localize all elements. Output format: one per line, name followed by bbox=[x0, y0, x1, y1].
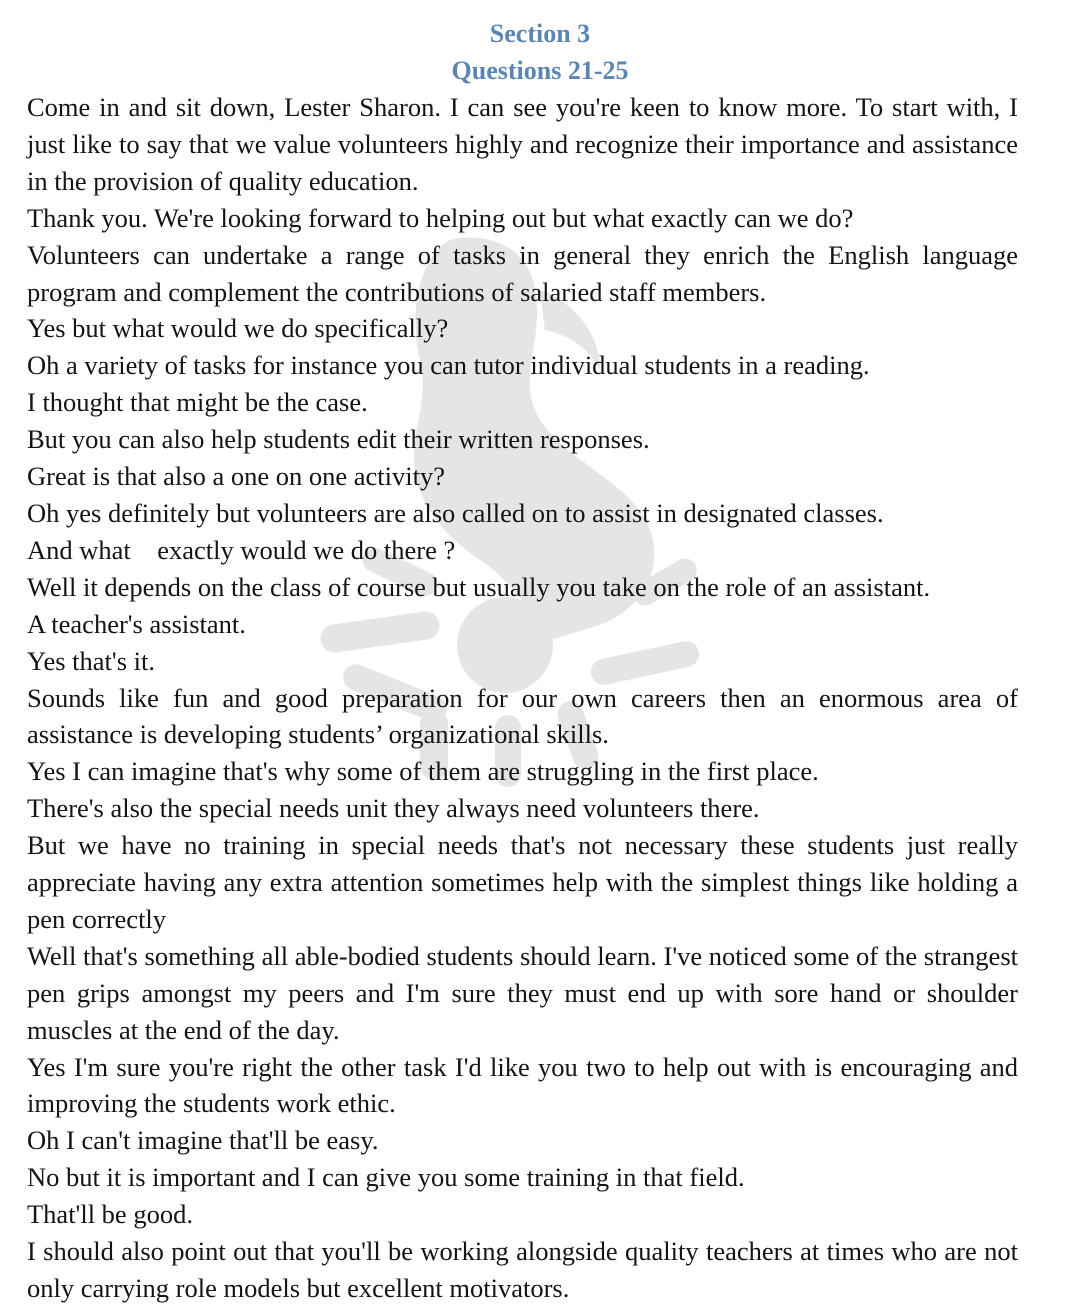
transcript-line: Great is that also a one on one activity? bbox=[27, 461, 445, 492]
transcript-line: There's also the special needs unit they always need volunteers there. bbox=[27, 793, 760, 824]
section-title: Section 3 bbox=[489, 19, 591, 48]
transcript-line: But we have no training in special needs that's not necessary these students just really appreciate having any extra attention sometimes help with the simplest things like holding a pen correctly bbox=[27, 830, 1018, 934]
transcript-line: Well that's something all able-bodied students should learn. I've noticed some of the strangest pen grips amongst my peers and I'm sure they must end up with sore hand or shoulder muscles at the end of the day. bbox=[27, 940, 1018, 1045]
transcript-line: I thought that might be the case. bbox=[27, 387, 368, 418]
questions-subtitle: Questions 21-25 bbox=[451, 56, 629, 85]
transcript-line: Well it depends on the class of course but usually you take on the role of an assistant. bbox=[27, 571, 931, 602]
transcript-line: But you can also help students edit their written responses. bbox=[27, 424, 650, 455]
transcript-line: Oh I can't imagine that'll be easy. bbox=[27, 1125, 379, 1156]
transcript-line: Yes I can imagine that's why some of them are struggling in the first place. bbox=[27, 756, 819, 787]
transcript-line: And what exactly would we do there ? bbox=[27, 534, 456, 565]
transcript-line: I should also point out that you'll be working alongside quality teachers at times who are not only carrying role models but excellent motivators. bbox=[27, 1236, 1018, 1303]
transcript-line: Volunteers can undertake a range of tasks in general they enrich the English language program and complement the contributions of salaried staff members. bbox=[27, 239, 1018, 307]
transcript-line: Thank you. We're looking forward to helping out but what exactly can we do? bbox=[27, 202, 854, 233]
transcript-line: A teacher's assistant. bbox=[27, 608, 246, 639]
transcript-body bbox=[27, 89, 1018, 1307]
transcript-line: Yes but what would we do specifically? bbox=[27, 313, 449, 344]
transcript-line: Oh a variety of tasks for instance you can tutor individual students in a reading. bbox=[27, 350, 870, 381]
transcript-line: That'll be good. bbox=[27, 1199, 193, 1230]
transcript-line: Come in and sit down, Lester Sharon. I can see you're keen to know more. To start with, I just like to say that we value volunteers highly and recognize their importance and assistance in the provision of quality education. bbox=[27, 92, 1018, 196]
transcript-line: Yes that's it. bbox=[27, 645, 155, 676]
transcript-line: Yes I'm sure you're right the other task I'd like you two to help out with is encouraging and improving the students work ethic. bbox=[27, 1051, 1018, 1119]
transcript-line: Sounds like fun and good preparation for our own careers then an enormous area of assistance is developing students’ organizational skills. bbox=[27, 682, 1018, 750]
transcript-line: No but it is important and I can give you some training in that field. bbox=[27, 1162, 745, 1193]
transcript-line: Oh yes definitely but volunteers are also called on to assist in designated classes. bbox=[27, 497, 884, 528]
